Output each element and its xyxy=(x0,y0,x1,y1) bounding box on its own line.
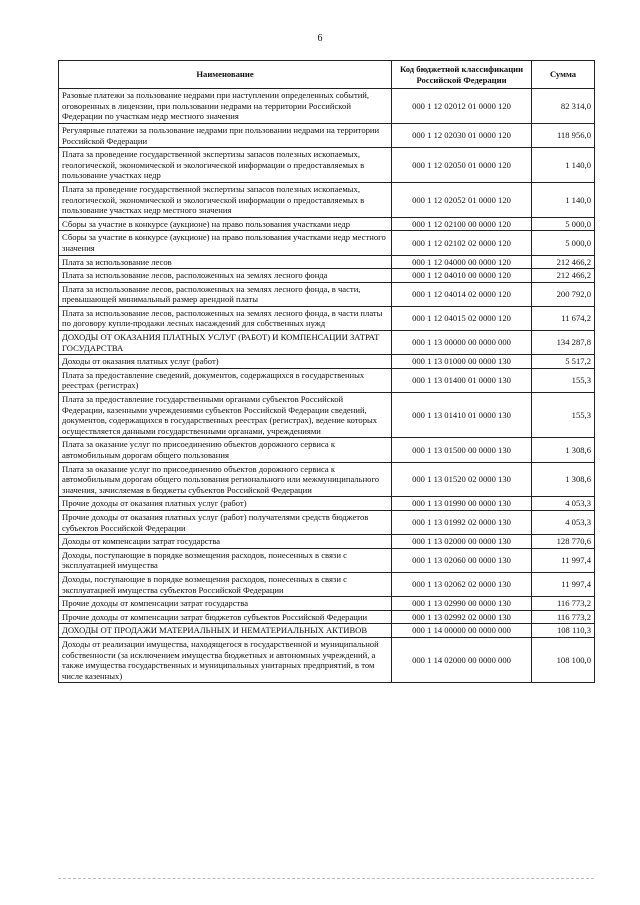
row-code: 000 1 14 02000 00 0000 000 xyxy=(392,637,532,682)
table-row xyxy=(59,438,595,462)
row-name: Доходы от компенсации затрат государства xyxy=(59,535,392,549)
row-name: Плата за использование лесов, расположенных на землях лесного фонда xyxy=(59,269,392,283)
row-code: 000 1 13 02000 00 0000 130 xyxy=(392,535,532,549)
table-row xyxy=(59,368,595,392)
row-sum: 118 956,0 xyxy=(532,123,595,147)
row-sum: 1 140,0 xyxy=(532,182,595,217)
row-code: 000 1 13 01992 02 0000 130 xyxy=(392,510,532,534)
table-row xyxy=(59,637,595,682)
table-row xyxy=(59,182,595,217)
row-sum: 116 773,2 xyxy=(532,597,595,611)
row-code: 000 1 13 01500 00 0000 130 xyxy=(392,438,532,462)
row-name: Плата за использование лесов, расположенных на землях лесного фонда, в части, превышающей минимальный размер арендной платы xyxy=(59,282,392,306)
table-row xyxy=(59,624,595,638)
page-number: 6 xyxy=(317,33,323,44)
row-sum: 155,3 xyxy=(532,368,595,392)
table-body xyxy=(59,89,595,683)
table-row xyxy=(59,123,595,147)
row-name: Плата за предоставление государственными органами субъектов Российской Федерации, казенными учреждениями субъектов Российской Федерации сведений, документов, содержащихся в государственных реестрах (регистрах), ведение которых осуществляется данными государственными органами, учреждениями xyxy=(59,393,392,438)
row-name: ДОХОДЫ ОТ ПРОДАЖИ МАТЕРИАЛЬНЫХ И НЕМАТЕРИАЛЬНЫХ АКТИВОВ xyxy=(59,624,392,638)
row-sum: 5 517,2 xyxy=(532,355,595,369)
row-sum: 1 308,6 xyxy=(532,462,595,497)
row-sum: 155,3 xyxy=(532,393,595,438)
row-name: Доходы от реализации имущества, находящегося в государственной и муниципальной собственности (за исключением имущества бюджетных и автономных учреждений, а также имущества государственных и муниципальных унитарных предприятий, в том числе казенных) xyxy=(59,637,392,682)
header-name: Наименование xyxy=(59,61,392,89)
row-code: 000 1 13 02060 00 0000 130 xyxy=(392,548,532,572)
table-row xyxy=(59,355,595,369)
row-name: Плата за использование лесов xyxy=(59,255,392,269)
row-name: Прочие доходы от оказания платных услуг (работ) получателями средств бюджетов субъектов Российской Федерации xyxy=(59,510,392,534)
row-name: Прочие доходы от компенсации затрат государства xyxy=(59,597,392,611)
table-row xyxy=(59,572,595,596)
row-name: Плата за оказание услуг по присоединению объектов дорожного сервиса к автомобильным дорогам общего пользования xyxy=(59,438,392,462)
table-row xyxy=(59,231,595,255)
row-sum: 212 466,2 xyxy=(532,269,595,283)
row-sum: 1 308,6 xyxy=(532,438,595,462)
row-code: 000 1 12 04010 00 0000 120 xyxy=(392,269,532,283)
row-sum: 82 314,0 xyxy=(532,89,595,124)
row-name: Плата за проведение государственной экспертизы запасов полезных ископаемых, геологической, экономической и экологической информации о предоставляемых в пользование участках недр xyxy=(59,148,392,183)
row-code: 000 1 14 00000 00 0000 000 xyxy=(392,624,532,638)
row-code: 000 1 13 02062 02 0000 130 xyxy=(392,572,532,596)
row-code: 000 1 13 01400 01 0000 130 xyxy=(392,368,532,392)
table-row xyxy=(59,148,595,183)
row-sum: 134 287,8 xyxy=(532,331,595,355)
row-name: Доходы, поступающие в порядке возмещения расходов, понесенных в связи с эксплуатацией имущества субъектов Российской Федерации xyxy=(59,572,392,596)
table-row xyxy=(59,610,595,624)
table-row xyxy=(59,89,595,124)
table-row xyxy=(59,269,595,283)
header-code: Код бюджетной классификации Российской Федерации xyxy=(392,61,532,89)
row-name: Прочие доходы от компенсации затрат бюджетов субъектов Российской Федерации xyxy=(59,610,392,624)
row-code: 000 1 12 02030 01 0000 120 xyxy=(392,123,532,147)
row-sum: 212 466,2 xyxy=(532,255,595,269)
row-sum: 116 773,2 xyxy=(532,610,595,624)
table-row xyxy=(59,462,595,497)
row-sum: 11 997,4 xyxy=(532,572,595,596)
row-name: Разовые платежи за пользование недрами при наступлении определенных событий, оговоренных в лицензии, при пользовании недрами на территории Российской Федерации по участкам недр местного значения xyxy=(59,89,392,124)
row-name: Доходы, поступающие в порядке возмещения расходов, понесенных в связи с эксплуатацией имущества xyxy=(59,548,392,572)
row-code: 000 1 12 04015 02 0000 120 xyxy=(392,306,532,330)
table-row xyxy=(59,306,595,330)
row-name: Плата за предоставление сведений, документов, содержащихся в государственных реестрах (регистрах) xyxy=(59,368,392,392)
row-name: Прочие доходы от оказания платных услуг (работ) xyxy=(59,497,392,511)
table-row xyxy=(59,282,595,306)
row-code: 000 1 12 02100 00 0000 120 xyxy=(392,217,532,231)
row-name: Доходы от оказания платных услуг (работ) xyxy=(59,355,392,369)
row-name: Плата за оказание услуг по присоединению объектов дорожного сервиса к автомобильным дорогам общего пользования регионального или межмуниципального значения, зачисляемая в бюджеты субъектов Российской Федерации xyxy=(59,462,392,497)
row-sum: 1 140,0 xyxy=(532,148,595,183)
row-code: 000 1 13 02992 02 0000 130 xyxy=(392,610,532,624)
table-row xyxy=(59,393,595,438)
table-row xyxy=(59,217,595,231)
row-name: Регулярные платежи за пользование недрами при пользовании недрами на территории Российской Федерации xyxy=(59,123,392,147)
row-sum: 5 000,0 xyxy=(532,217,595,231)
row-code: 000 1 12 02102 02 0000 120 xyxy=(392,231,532,255)
row-code: 000 1 13 00000 00 0000 000 xyxy=(392,331,532,355)
table-header-row xyxy=(59,61,595,89)
row-code: 000 1 12 02050 01 0000 120 xyxy=(392,148,532,183)
row-code: 000 1 12 04000 00 0000 120 xyxy=(392,255,532,269)
row-name: Плата за проведение государственной экспертизы запасов полезных ископаемых, геологической, экономической и экологической информации о предоставляемых в пользование участках недр местного значения xyxy=(59,182,392,217)
budget-revenue-table xyxy=(58,60,595,683)
row-code: 000 1 12 04014 02 0000 120 xyxy=(392,282,532,306)
row-code: 000 1 12 02012 01 0000 120 xyxy=(392,89,532,124)
row-name: Сборы за участие в конкурсе (аукционе) на право пользования участками недр xyxy=(59,217,392,231)
header-sum: Сумма xyxy=(532,61,595,89)
row-code: 000 1 13 01990 00 0000 130 xyxy=(392,497,532,511)
row-sum: 11 997,4 xyxy=(532,548,595,572)
row-sum: 200 792,0 xyxy=(532,282,595,306)
page-bottom-divider xyxy=(58,878,594,879)
row-sum: 5 000,0 xyxy=(532,231,595,255)
row-code: 000 1 13 01520 02 0000 130 xyxy=(392,462,532,497)
table-row xyxy=(59,497,595,511)
row-sum: 108 100,0 xyxy=(532,637,595,682)
table-row xyxy=(59,255,595,269)
row-sum: 4 053,3 xyxy=(532,497,595,511)
row-sum: 128 770,6 xyxy=(532,535,595,549)
row-name: Плата за использование лесов, расположенных на землях лесного фонда, в части платы по договору купли-продажи лесных насаждений для собственных нужд xyxy=(59,306,392,330)
row-name: Сборы за участие в конкурсе (аукционе) на право пользования участками недр местного значения xyxy=(59,231,392,255)
row-code: 000 1 13 01410 01 0000 130 xyxy=(392,393,532,438)
row-sum: 11 674,2 xyxy=(532,306,595,330)
table-row xyxy=(59,510,595,534)
row-code: 000 1 13 02990 00 0000 130 xyxy=(392,597,532,611)
table-row xyxy=(59,331,595,355)
row-sum: 108 110,3 xyxy=(532,624,595,638)
row-code: 000 1 13 01000 00 0000 130 xyxy=(392,355,532,369)
row-name: ДОХОДЫ ОТ ОКАЗАНИЯ ПЛАТНЫХ УСЛУГ (РАБОТ) И КОМПЕНСАЦИИ ЗАТРАТ ГОСУДАРСТВА xyxy=(59,331,392,355)
table-row xyxy=(59,597,595,611)
table-row xyxy=(59,548,595,572)
row-code: 000 1 12 02052 01 0000 120 xyxy=(392,182,532,217)
row-sum: 4 053,3 xyxy=(532,510,595,534)
table-row xyxy=(59,535,595,549)
